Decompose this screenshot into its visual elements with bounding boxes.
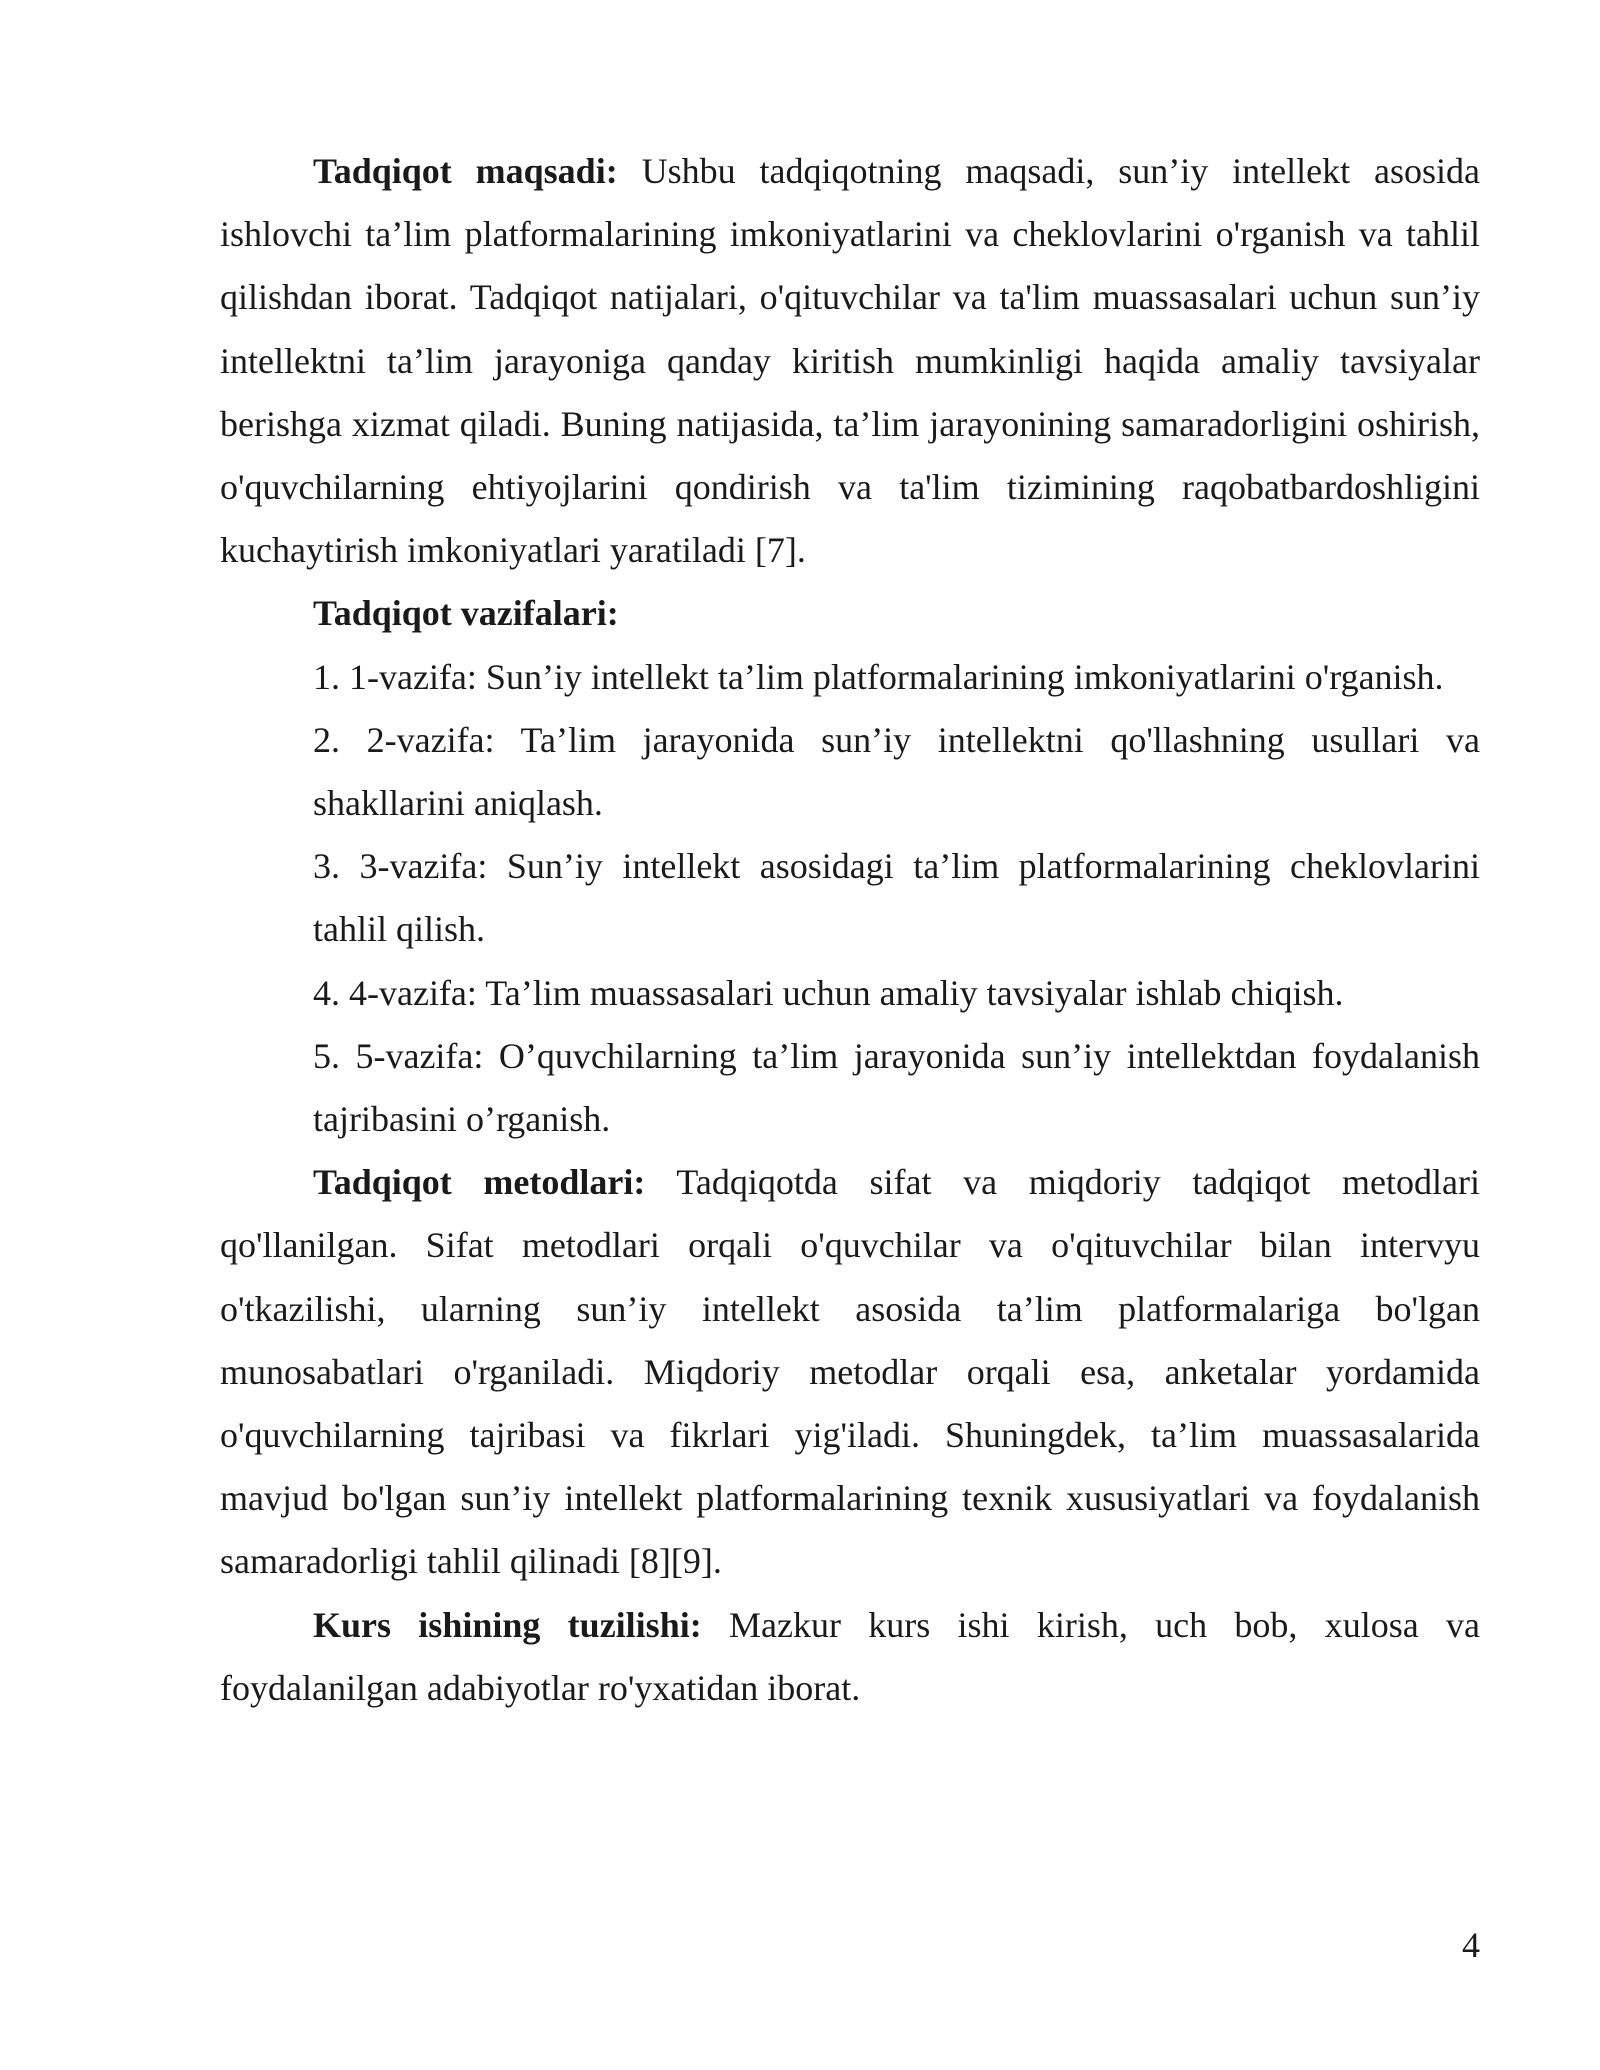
paragraph-kurs-ishining-tuzilishi: [220, 1594, 1480, 1720]
label-tadqiqot-maqsadi: Tadqiqot maqsadi:: [313, 151, 618, 191]
paragraph-tadqiqot-metodlari: [220, 1151, 1480, 1593]
task-item-5: 5. 5-vazifa: O’quvchilarning ta’lim jarayonida sun’iy intellektdan foydalanish tajribasini o’rganish.: [313, 1035, 1480, 1140]
page-number: 4: [1462, 1925, 1480, 1965]
label-kurs-ishining-tuzilishi: Kurs ishining tuzilishi:: [313, 1604, 702, 1645]
task-item-1: 1. 1-vazifa: Sun’iy intellekt ta’lim platformalarining imkoniyatlarini o'rganish.: [313, 656, 1444, 697]
heading-tadqiqot-vazifalari: Tadqiqot vazifalari:: [313, 593, 619, 634]
task-item-2: 2. 2-vazifa: Ta’lim jarayonida sun’iy intellektni qo'llashning usullari va shakllarini aniqlash.: [313, 719, 1480, 824]
paragraph-tadqiqot-maqsadi: [220, 140, 1480, 582]
text-kurs-ishining-tuzilishi: Mazkur kurs ishi kirish, uch bob, xulosa va foydalanilgan adabiyotlar ro'yxatidan iborat.: [220, 1604, 1480, 1708]
task-item-3: 3. 3-vazifa: Sun’iy intellekt asosidagi ta’lim platformalarining cheklovlarini tahlil qilish.: [313, 846, 1480, 950]
label-tadqiqot-metodlari: Tadqiqot metodlari:: [313, 1162, 646, 1203]
text-tadqiqot-maqsadi: Ushbu tadqiqotning maqsadi, sun’iy intellekt asosida ishlovchi ta’lim platformalarining imkoniyatlarini va cheklovlarini o'rganish va tahlil qilishdan iborat. Tadqiqot natijalari, o'qituvchilar va ta'lim muassasalari uchun sun’iy intellektni ta’lim jarayoniga qanday kiritish mumkinligi haqida amaliy tavsiyalar berishga xizmat qiladi. Buning natijasida, ta’lim jarayonining samaradorligini oshirish, o'quvchilarning ehtiyojlarini qondirish va ta'lim tizimining raqobatbardoshligini kuchaytirish imkoniyatlari yaratiladi [7].: [220, 151, 1480, 571]
text-tadqiqot-metodlari: Tadqiqotda sifat va miqdoriy tadqiqot metodlari qo'llanilgan. Sifat metodlari orqali o'quvchilar va o'qituvchilar bilan intervyu o'tkazilishi, ularning sun’iy intellekt asosida ta’lim platformalariga bo'lgan munosabatlari o'rganiladi. Miqdoriy metodlar orqali esa, anketalar yordamida o'quvchilarning tajribasi va fikrlari yig'iladi. Shuningdek, ta’lim muassasalarida mavjud bo'lgan sun’iy intellekt platformalarining texnik xususiyatlari va foydalanish samaradorligi tahlil qilinadi [8][9].: [220, 1162, 1480, 1582]
task-item-4: 4. 4-vazifa: Ta’lim muassasalari uchun amaliy tavsiyalar ishlab chiqish.: [313, 972, 1344, 1013]
document-page: [220, 140, 1480, 1720]
